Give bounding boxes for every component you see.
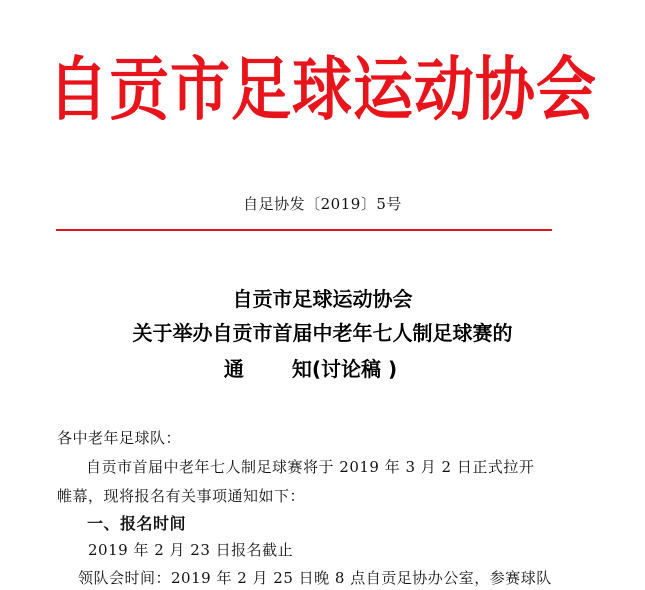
registration-deadline: 2019 年 2 月 23 日报名截止 [88,541,294,559]
notice-title-word-1: 通 [223,357,244,381]
notice-title-line-2: 关于举办自贡市首届中老年七人制足球赛的 [132,321,513,345]
notice-title-line-1: 自贡市足球运动协会 [232,287,413,311]
paragraph-1-line-2: 帷幕，现将报名有关事项通知如下： [57,487,306,505]
salutation: 各中老年足球队： [57,429,182,447]
paragraph-1-line-1: 自贡市首届中老年七人制足球赛将于 2019 年 3 月 2 日正式拉开 [86,458,535,476]
section-heading-registration-time: 一、报名时间 [87,514,187,533]
notice-title-line-3 [0,353,633,382]
red-divider-line [56,229,552,231]
masthead-title: 自贡市足球运动协会 [48,49,597,131]
team-meeting-time: 领队会时间：2019 年 2 月 25 日晚 8 点自贡足协办公室，参赛球队 [78,569,552,587]
document-number: 自足协发〔2019〕5号 [243,195,402,213]
notice-title-word-2: 知(讨论稿 ) [291,357,398,381]
